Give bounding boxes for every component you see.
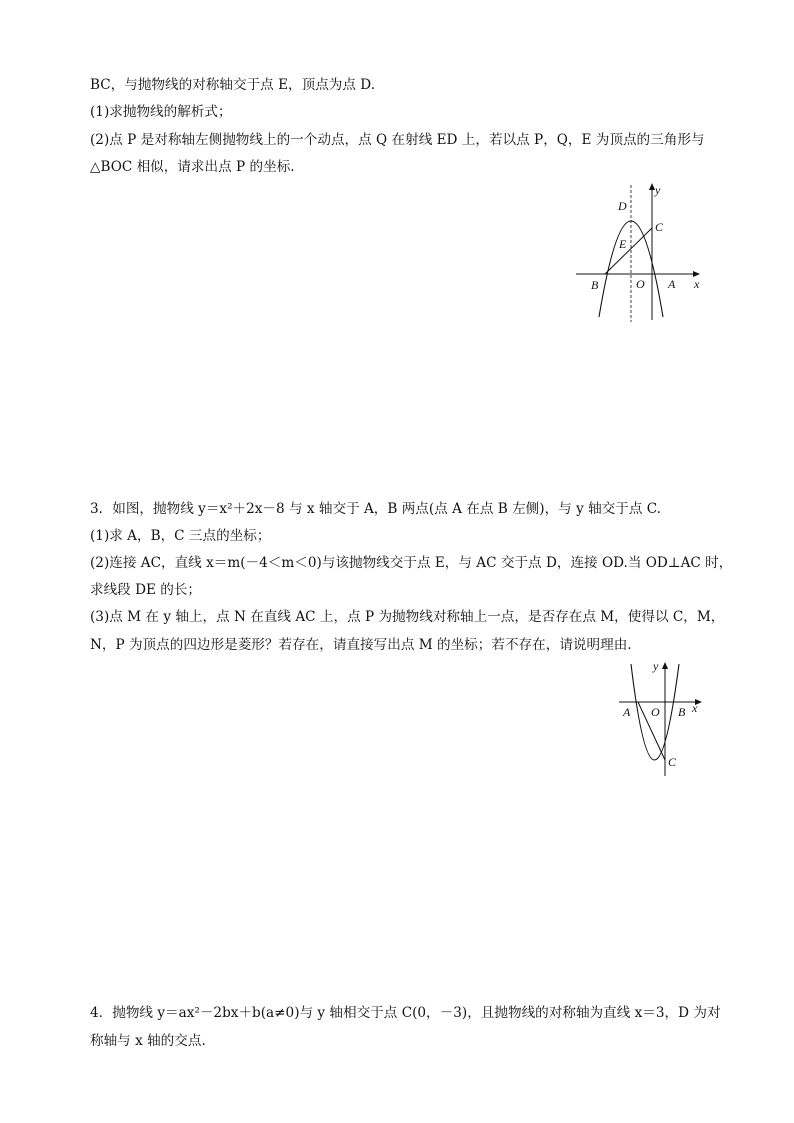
label-y: y xyxy=(653,659,659,673)
problem2-line-4: △BOC 相似，请求出点 P 的坐标. xyxy=(90,159,295,175)
problem3-line-5: (3)点 M 在 y 轴上，点 N 在直线 AC 上，点 P 为抛物线对称轴上一点，是否存在点 M，使得以 C，M， xyxy=(90,609,725,625)
problem3-line-3: (2)连接 AC，直线 x＝m(－4＜m＜0)与该抛物线交于点 E，与 AC 交于点 D，连接 OD.当 OD⊥AC 时， xyxy=(90,555,733,571)
label-B: B xyxy=(678,705,686,719)
problem2-line-3: (2)点 P 是对称轴左侧抛物线上的一个动点，点 Q 在射线 ED 上，若以点 P，Q，E 为顶点的三角形与 xyxy=(90,132,705,148)
label-O: O xyxy=(636,277,645,291)
problem3-line-2: (1)求 A，B，C 三点的坐标； xyxy=(90,528,271,544)
problem4-line-1: 4．抛物线 y＝ax²－2bx＋b(a≠0)与 y 轴相交于点 C(0，－3)，且抛物线的对称轴为直线 x＝3，D 为对 xyxy=(90,1005,721,1021)
problem4-line-2: 称轴与 x 轴的交点. xyxy=(90,1033,206,1049)
label-B: B xyxy=(591,278,599,292)
label-O: O xyxy=(651,705,660,719)
label-y: y xyxy=(655,183,661,197)
problem2-line-2: (1)求抛物线的解析式； xyxy=(90,104,232,120)
label-A: A xyxy=(668,277,676,291)
problem2-figure xyxy=(572,180,707,325)
label-E: E xyxy=(619,237,627,251)
problem2-line-1: BC，与抛物线的对称轴交于点 E，顶点为点 D. xyxy=(90,77,376,93)
problem3-line-1: 3．如图，抛物线 y＝x²＋2x－8 与 x 轴交于 A，B 两点(点 A 在点 B 左侧)，与 y 轴交于点 C. xyxy=(90,501,662,517)
problem3-line-4: 求线段 DE 的长； xyxy=(90,582,202,598)
label-A: A xyxy=(623,705,631,719)
problem3-figure xyxy=(616,656,708,778)
label-x: x xyxy=(692,701,698,715)
label-C: C xyxy=(655,220,664,234)
problem3-line-6: N，P 为顶点的四边形是菱形？若存在，请直接写出点 M 的坐标；若不存在，请说明理由. xyxy=(90,637,632,653)
label-x: x xyxy=(694,277,700,291)
label-D: D xyxy=(618,199,627,213)
label-C: C xyxy=(668,755,677,769)
